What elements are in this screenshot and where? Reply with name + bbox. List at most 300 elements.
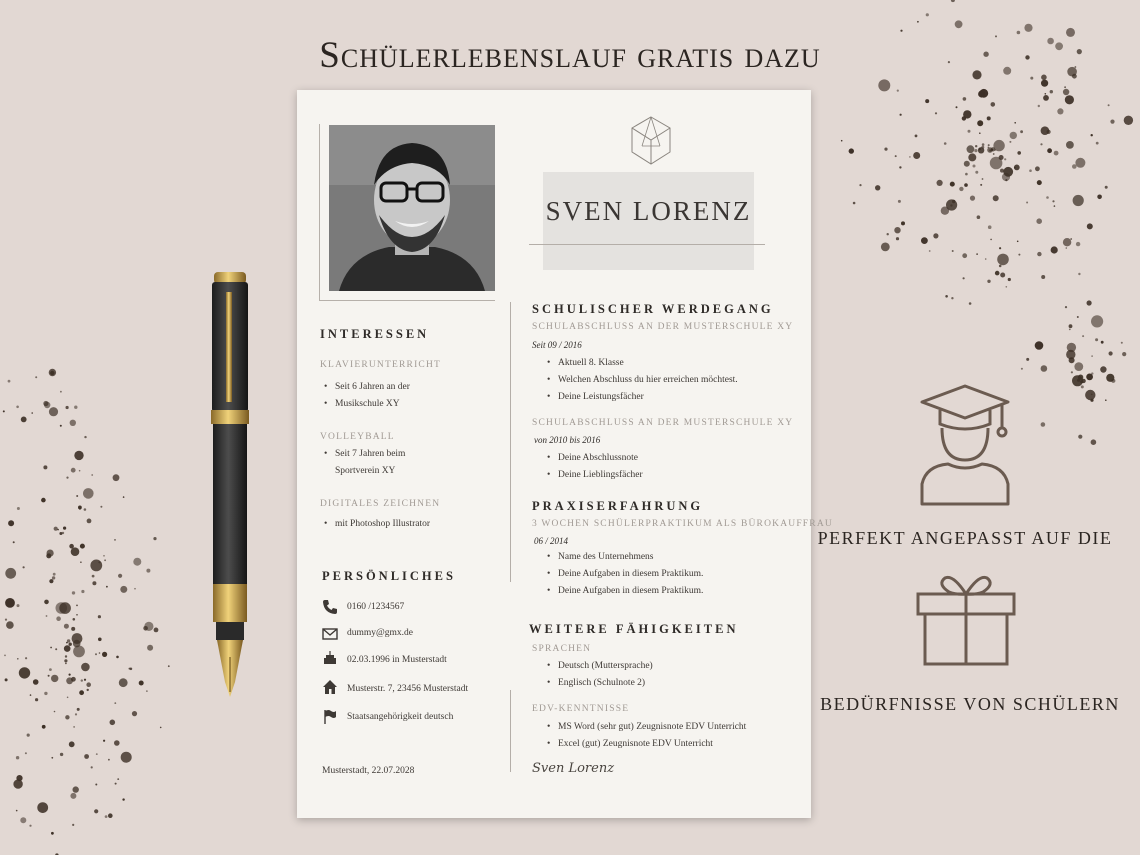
ink-dot (108, 759, 110, 761)
interest-item: • Musikschule XY (335, 399, 400, 409)
ink-dot (67, 697, 69, 699)
ink-dot (129, 668, 131, 670)
ink-dot (54, 527, 58, 531)
ink-dot (964, 161, 970, 167)
ink-dot (71, 627, 75, 631)
ink-dot (909, 156, 911, 158)
skills-item: • Deutsch (Muttersprache) (558, 661, 653, 671)
ink-dot (84, 754, 89, 759)
ink-dot (1065, 95, 1074, 104)
ink-dot (926, 13, 929, 16)
ink-dot (1095, 338, 1098, 341)
ink-dot (987, 280, 990, 283)
ink-dot (1122, 352, 1126, 356)
ink-dot (69, 643, 72, 646)
practice-date: 06 / 2014 (534, 536, 569, 546)
ink-dot (52, 576, 55, 579)
ink-dot (84, 508, 87, 511)
ink-dot (81, 679, 83, 681)
ink-dot (849, 148, 854, 153)
ink-dot (117, 778, 119, 780)
ink-dot (67, 639, 70, 642)
ink-dot (1004, 158, 1006, 160)
ink-dot (895, 155, 897, 157)
ink-dot (1091, 394, 1093, 396)
cake-icon (321, 650, 339, 666)
ink-dot (132, 711, 137, 716)
ink-dot (1091, 355, 1093, 357)
ink-dot (44, 402, 50, 408)
ink-dot (1052, 200, 1054, 202)
ink-dot (977, 215, 981, 219)
ink-dot (1041, 422, 1046, 427)
ink-dot (65, 663, 67, 665)
ink-dot (1041, 275, 1045, 279)
ink-dot (952, 200, 955, 203)
interest-subtitle: DIGITALES ZEICHNEN (320, 499, 441, 509)
ink-dot (144, 622, 153, 631)
ink-dot (98, 615, 101, 618)
ink-dot (91, 474, 93, 476)
education-subtitle: SCHULABSCHLUSS AN DER MUSTERSCHULE XY (532, 418, 794, 428)
ink-dot (65, 715, 69, 719)
ink-dot (900, 114, 902, 116)
ink-dot (1109, 351, 1113, 355)
ink-dot (975, 171, 978, 174)
ink-dot (65, 655, 67, 657)
ink-dot (1091, 134, 1093, 136)
ink-dot (100, 506, 102, 508)
ink-dot (944, 142, 947, 145)
ink-dot (967, 145, 975, 153)
ink-dot (119, 678, 128, 687)
ink-dot (978, 90, 985, 97)
ink-dot (1096, 142, 1099, 145)
portrait-photo (329, 125, 495, 291)
ink-dot (13, 779, 22, 788)
ink-dot (73, 786, 79, 792)
ink-dot (60, 391, 62, 393)
ink-dot (917, 21, 919, 23)
personal-title: PERSÖNLICHES (322, 569, 456, 583)
ink-dot (1066, 247, 1068, 249)
ink-dot (1078, 435, 1082, 439)
signature: Sven Lorenz (532, 761, 615, 776)
place-date: Musterstadt, 22.07.2028 (322, 766, 415, 776)
ink-dot (1057, 108, 1063, 114)
name-divider (529, 244, 765, 245)
ink-dot (1078, 273, 1080, 275)
ink-dot (48, 675, 50, 677)
ink-dot (987, 116, 991, 120)
ink-dot (84, 436, 86, 438)
education-date: Seit 09 / 2016 (532, 340, 582, 350)
ink-dot (1054, 205, 1056, 207)
resume-page (297, 90, 833, 818)
ink-dot (1108, 104, 1110, 106)
ink-dot (988, 144, 990, 146)
ink-dot (964, 183, 968, 187)
ink-dot (982, 178, 984, 180)
ink-dot (1014, 167, 1016, 169)
ink-dot (80, 561, 82, 563)
address: Musterstr. 7, 23456 Musterstadt (347, 684, 469, 694)
ink-dot (1106, 374, 1114, 382)
ink-dot (859, 184, 861, 186)
ink-dot (17, 658, 19, 660)
ink-dot (44, 692, 47, 695)
ink-dot (1047, 148, 1052, 153)
ink-dot (6, 621, 14, 629)
ink-dot (985, 258, 987, 260)
ink-dot (42, 725, 46, 729)
feature-text: BEDÜRFNISSE VON SCHÜLERN (820, 694, 1120, 714)
skills-item: • Excel (gut) Zeugnisnote EDV Unterricht (558, 739, 713, 749)
ink-dot (1070, 238, 1072, 240)
ink-dot (41, 498, 46, 503)
ink-dot (56, 602, 68, 614)
ink-dot (973, 165, 976, 168)
ink-dot (1000, 169, 1004, 173)
ink-dot (75, 713, 77, 715)
ink-dot (8, 380, 11, 383)
resume-name: SVEN LORENZ (545, 196, 752, 226)
ink-dot (979, 148, 981, 150)
education-subtitle: SCHULABSCHLUSS AN DER MUSTERSCHULE XY (532, 322, 794, 332)
ink-dot (90, 560, 102, 572)
ink-dot (50, 371, 54, 375)
ink-dot (979, 89, 988, 98)
ink-dot (1014, 122, 1016, 124)
ink-dot (980, 184, 982, 186)
ink-dot (73, 618, 76, 621)
ink-dot (139, 681, 144, 686)
ink-dot (103, 555, 105, 557)
phone-number: 0160 /1234567 (347, 602, 405, 612)
ink-dot (154, 628, 159, 633)
ink-dot (95, 784, 97, 786)
ink-dot (99, 652, 101, 654)
ink-dot (116, 656, 119, 659)
ink-dot (977, 120, 983, 126)
ink-dot (1105, 399, 1107, 401)
ink-dot (991, 102, 996, 107)
ink-dot (1024, 24, 1032, 32)
ink-dot (98, 561, 100, 563)
ink-dot (71, 677, 76, 682)
practice-item: • Deine Aufgaben in diesem Praktikum. (558, 586, 703, 596)
ink-dot (16, 775, 22, 781)
ink-dot (81, 590, 84, 593)
ink-dot (951, 0, 955, 2)
ink-dot (95, 653, 97, 655)
ink-dot (98, 638, 102, 642)
ink-dot (951, 297, 953, 299)
ink-dot (1069, 324, 1073, 328)
ink-dot (999, 265, 1002, 268)
ink-dot (118, 574, 122, 578)
ink-dot (108, 813, 113, 818)
ink-dot (51, 675, 58, 682)
ink-dot (86, 682, 91, 687)
ink-dot (1080, 380, 1083, 383)
practice-item: • Name des Unternehmens (558, 552, 654, 562)
ink-dot (94, 809, 98, 813)
ink-dot (33, 679, 39, 685)
ink-dot (894, 227, 900, 233)
education-item: • Aktuell 8. Klasse (558, 358, 624, 368)
ink-dot (896, 237, 899, 240)
ink-dot (898, 200, 901, 203)
ink-dot (1087, 223, 1093, 229)
ink-dot (990, 157, 1003, 170)
ink-dot (16, 810, 18, 812)
ink-dot (1051, 246, 1058, 253)
ink-dot (79, 470, 81, 472)
ink-dot (962, 116, 966, 120)
ink-dot (76, 605, 78, 607)
ink-dot (1029, 169, 1032, 172)
nationality: Staatsangehörigkeit deutsch (347, 712, 454, 722)
ink-dot (1020, 130, 1023, 133)
ink-dot (60, 753, 63, 756)
ink-dot (16, 406, 19, 409)
education-date: von 2010 bis 2016 (534, 435, 601, 445)
ink-dot (941, 207, 949, 215)
ink-dot (963, 110, 971, 118)
ink-dot (72, 633, 83, 644)
ink-dot (133, 558, 141, 566)
ink-dot (991, 147, 995, 151)
ink-dot (1063, 89, 1069, 95)
ink-dot (1014, 165, 1020, 171)
ink-dot (106, 586, 108, 588)
ink-dot (70, 793, 76, 799)
ink-dot (1026, 358, 1029, 361)
ink-dot (59, 602, 71, 614)
ink-dot (935, 112, 937, 114)
ink-dot (1037, 180, 1042, 185)
ink-dot (17, 507, 20, 510)
ink-dot (147, 645, 153, 651)
ink-dot (1063, 238, 1071, 246)
ink-dot (853, 202, 856, 205)
ink-dot (1066, 141, 1074, 149)
ink-dot (63, 527, 66, 530)
ink-dot (69, 741, 75, 747)
ink-dot (53, 573, 56, 576)
ink-dot (114, 539, 116, 541)
skills-item: • Englisch (Schulnote 2) (558, 678, 645, 688)
ink-dot (990, 239, 992, 241)
ink-dot (121, 752, 132, 763)
ink-dot (955, 20, 963, 28)
birth-date: 02.03.1996 in Musterstadt (347, 655, 447, 665)
ink-dot (978, 147, 984, 153)
ink-dot (1073, 195, 1084, 206)
ink-dot (5, 619, 7, 621)
ink-dot (49, 407, 58, 416)
gift-icon (915, 572, 1017, 668)
ink-dot (1071, 371, 1073, 373)
ink-dot (1003, 167, 1013, 177)
ink-dot (115, 783, 117, 785)
education-title: SCHULISCHER WERDEGANG (532, 302, 774, 316)
ink-dot (1017, 151, 1021, 155)
ink-dot (77, 708, 80, 711)
ink-dot (987, 147, 993, 153)
ink-dot (1005, 179, 1007, 181)
ink-dot (925, 99, 929, 103)
ink-dot (64, 645, 71, 652)
ink-dot (969, 302, 972, 305)
ink-dot (1087, 300, 1092, 305)
ink-dot (79, 508, 81, 510)
ink-dot (1043, 95, 1049, 101)
ink-dot (884, 148, 887, 151)
ink-dot (1086, 374, 1093, 381)
education-item: • Deine Lieblingsfächer (558, 470, 643, 480)
ink-dot (982, 143, 985, 146)
ink-dot (72, 591, 75, 594)
ink-dot (929, 250, 931, 252)
ink-dot (1045, 93, 1047, 95)
ink-dot (1069, 357, 1075, 363)
ink-dot (79, 690, 84, 695)
ink-dot (1069, 329, 1071, 331)
ink-dot (991, 149, 993, 151)
ink-dot (122, 798, 124, 800)
ink-dot (64, 659, 67, 662)
ink-dot (5, 678, 8, 681)
ink-dot (153, 537, 156, 540)
ink-dot (51, 757, 53, 759)
ink-dot (72, 824, 74, 826)
practice-item: • Deine Aufgaben in diesem Praktikum. (558, 569, 703, 579)
ink-dot (29, 825, 31, 827)
ink-dot (44, 600, 49, 605)
ink-dot (66, 642, 68, 644)
home-icon (321, 679, 339, 695)
ink-dot (105, 815, 108, 818)
ink-dot (1091, 439, 1097, 445)
ink-dot (1041, 365, 1048, 372)
ink-dot (92, 575, 95, 578)
ink-dot (1067, 343, 1076, 352)
ink-dot (1064, 86, 1066, 88)
ink-dot (69, 544, 74, 549)
practice-title: PRAXISERFAHRUNG (532, 499, 704, 513)
ink-dot (160, 727, 162, 729)
feature-text: PERFEKT ANGEPASST AUF DIE (817, 528, 1113, 548)
ink-dot (1082, 335, 1084, 337)
ink-dot (31, 412, 33, 414)
ink-dot (5, 568, 16, 579)
ink-dot (110, 720, 116, 726)
ink-dot (946, 199, 957, 210)
flag-icon (321, 709, 339, 725)
ink-dot (976, 253, 978, 255)
ink-dot (1026, 202, 1028, 204)
ink-dot (27, 734, 30, 737)
ink-dot (25, 752, 27, 754)
ink-dot (897, 90, 899, 92)
graduate-icon (918, 384, 1012, 506)
ink-dot (921, 237, 928, 244)
ink-dot (1075, 158, 1085, 168)
ink-dot (1035, 341, 1044, 350)
ink-dot (25, 657, 27, 659)
ink-dot (999, 247, 1001, 249)
ink-dot (1008, 278, 1011, 281)
ink-dot (1046, 196, 1049, 199)
ink-dot (50, 647, 52, 649)
ink-dot (91, 766, 93, 768)
ink-dot (993, 140, 1004, 151)
ink-dot (1047, 130, 1051, 134)
ink-dot (1090, 399, 1093, 402)
education-item: • Deine Abschlussnote (558, 453, 638, 463)
ink-dot (104, 559, 106, 561)
ink-dot (23, 566, 25, 568)
ink-dot (102, 652, 107, 657)
ink-dot (87, 689, 89, 691)
ink-dot (1091, 372, 1093, 374)
ink-dot (1085, 390, 1095, 400)
ink-dot (962, 253, 967, 258)
ink-dot (970, 196, 975, 201)
ink-dot (1040, 143, 1042, 145)
column-divider (510, 302, 511, 582)
ink-dot (71, 547, 80, 556)
ink-dot (933, 233, 938, 238)
ink-dot (997, 254, 1009, 266)
ink-dot (975, 145, 977, 147)
fountain-pen-image (208, 272, 254, 702)
ink-dot (30, 694, 32, 696)
ink-dot (49, 579, 53, 583)
ink-dot (1105, 186, 1108, 189)
ink-dot (70, 420, 76, 426)
ink-dot (899, 166, 901, 168)
ink-dot (96, 753, 98, 755)
ink-dot (74, 451, 83, 460)
ink-dot (952, 250, 954, 252)
education-item: • Welchen Abschluss du hier erreichen möchtest. (558, 375, 738, 385)
ink-dot (956, 106, 958, 108)
ink-dot (123, 496, 125, 498)
ink-dot (1021, 368, 1023, 370)
ink-dot (73, 646, 85, 658)
skills-title: WEITERE FÄHIGKEITEN (529, 622, 739, 636)
ink-dot (995, 271, 1000, 276)
ink-dot (1072, 164, 1077, 169)
ink-dot (103, 740, 105, 742)
ink-dot (988, 225, 992, 229)
ink-dot (1000, 273, 1005, 278)
ink-dot (1065, 306, 1067, 308)
skills-subtitle: SPRACHEN (532, 644, 592, 654)
ink-dot (1006, 286, 1008, 288)
ink-dot (46, 553, 51, 558)
interest-subtitle: VOLLEYBALL (320, 432, 395, 442)
ink-dot (146, 569, 150, 573)
ink-dot (981, 146, 984, 149)
ink-dot (62, 532, 64, 534)
ink-dot (1081, 385, 1084, 388)
ink-dot (1091, 315, 1103, 327)
ink-dot (17, 604, 20, 607)
